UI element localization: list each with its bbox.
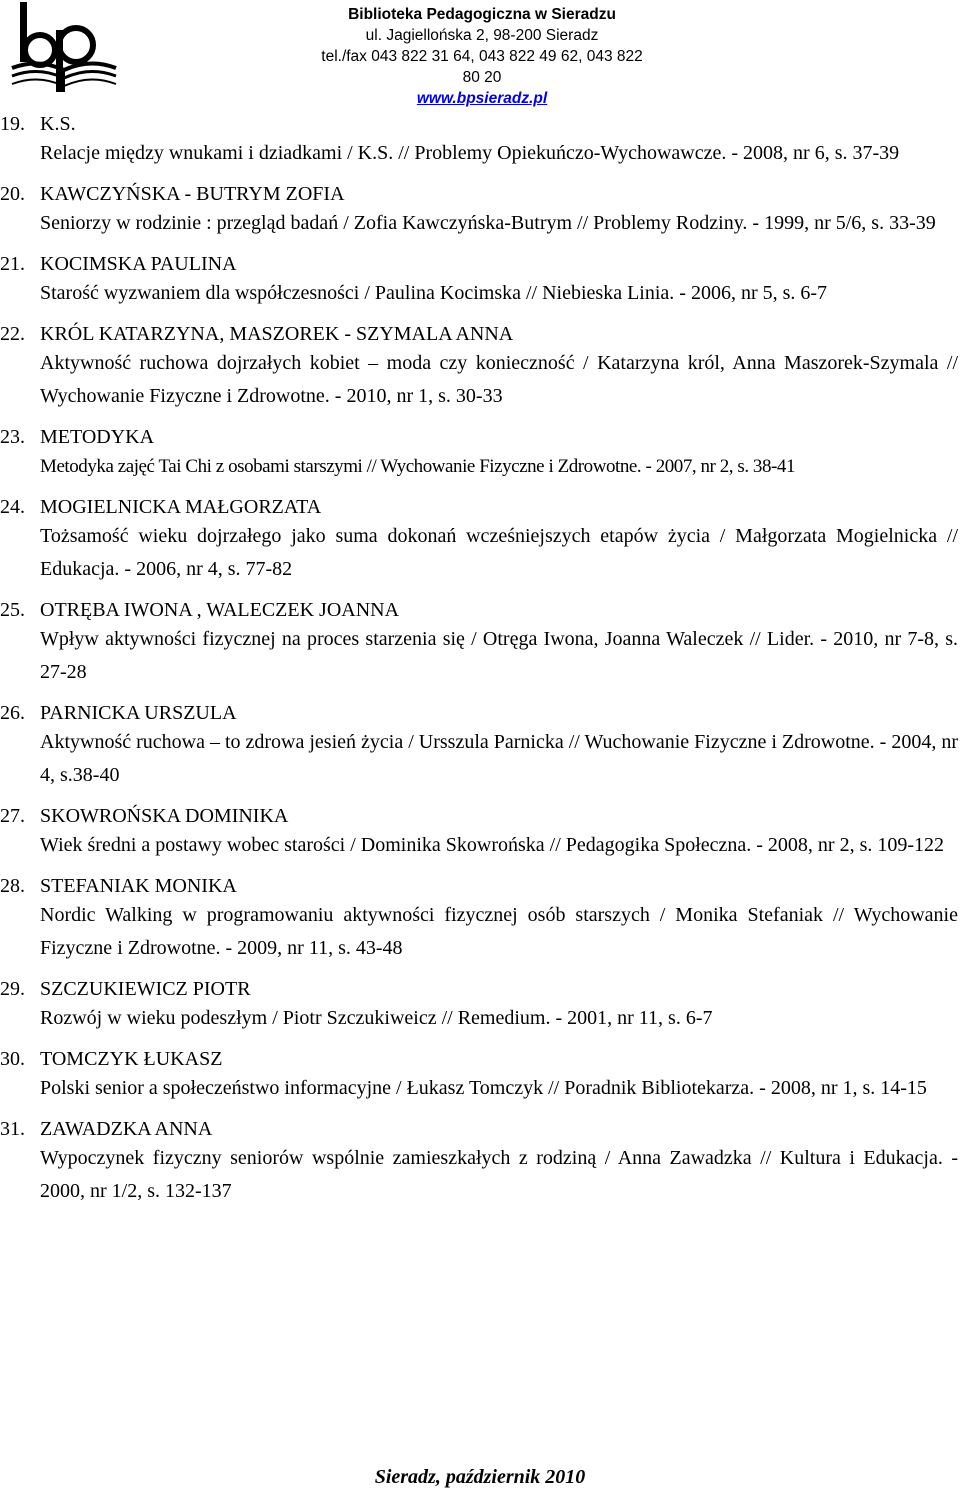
entry-author: OTRĘBA IWONA , WALECZEK JOANNA: [40, 599, 400, 621]
entry-description: Wiek średni a postawy wobec starości / Dominika Skowrońska // Pedagogika Społeczna. - 2008, nr 2, s. 109-122: [40, 834, 945, 856]
entry-description: Tożsamość wieku dojrzałego jako suma dokonań wcześniejszych etapów życia / Małgorzata Mogielnicka // Edukacja. - 2006, nr 4, s. 77-82: [40, 525, 958, 580]
library-contact: [312, 4, 652, 109]
entry-number: 22.: [0, 323, 25, 345]
entry-description: Starość wyzwaniem dla współczesności / Paulina Kocimska // Niebieska Linia. - 2006, nr 5, s. 6-7: [40, 282, 828, 304]
entry-number: 25.: [0, 599, 25, 621]
entry-author: KOCIMSKA PAULINA: [40, 253, 237, 275]
list-item: [0, 251, 960, 310]
list-item: [0, 321, 960, 413]
entry-number: 21.: [0, 253, 25, 275]
list-item: [0, 181, 960, 240]
entry-number: 27.: [0, 805, 25, 827]
entry-description: Relacje między wnukami i dziadkami / K.S. // Problemy Opiekuńczo-Wychowawcze. - 2008, nr 6, s. 37-39: [40, 142, 900, 164]
entry-author: KAWCZYŃSKA - BUTRYM ZOFIA: [40, 183, 345, 205]
entry-description: Metodyka zajęć Tai Chi z osobami starszymi // Wychowanie Fizyczne i Zdrowotne. - 2007, nr 2, s. 38-41: [40, 456, 795, 477]
entry-description: Aktywność ruchowa – to zdrowa jesień życia / Ursszula Parnicka // Wuchowanie Fizyczne i Zdrowotne. - 2004, nr 4, s.38-40: [40, 731, 958, 786]
entry-author: STEFANIAK MONIKA: [40, 875, 237, 897]
entry-description: Nordic Walking w programowaniu aktywności fizycznej osób starszych / Monika Stefaniak // Wychowanie Fizyczne i Zdrowotne. - 2009, nr 11, s. 43-48: [40, 904, 958, 959]
entry-description: Polski senior a społeczeństwo informacyjne / Łukasz Tomczyk // Poradnik Bibliotekarza. - 2008, nr 1, s. 14-15: [40, 1077, 927, 1099]
entry-number: 29.: [0, 978, 25, 1000]
list-item: [0, 597, 960, 689]
list-item: [0, 803, 960, 862]
bibliography-list: [0, 111, 960, 1219]
list-item: [0, 700, 960, 792]
entry-number: 20.: [0, 183, 25, 205]
entry-author: K.S.: [40, 113, 76, 135]
entry-author: SKOWROŃSKA DOMINIKA: [40, 805, 289, 827]
entry-number: 31.: [0, 1118, 25, 1140]
list-item: [0, 494, 960, 586]
entry-author: ZAWADZKA ANNA: [40, 1118, 213, 1140]
entry-author: PARNICKA URSZULA: [40, 702, 237, 724]
phone-numbers: tel./fax 043 822 31 64, 043 822 49 62, 043 822 80 20: [321, 48, 643, 86]
website-link[interactable]: www.bpsieradz.pl: [416, 90, 548, 107]
entry-author: TOMCZYK ŁUKASZ: [40, 1048, 223, 1070]
list-item: [0, 976, 960, 1035]
entry-description: Aktywność ruchowa dojrzałych kobiet – moda czy konieczność / Katarzyna król, Anna Maszorek-Szymala // Wychowanie Fizyczne i Zdrowotne. - 2010, nr 1, s. 30-33: [40, 352, 958, 407]
entry-number: 24.: [0, 496, 25, 518]
entry-author: SZCZUKIEWICZ PIOTR: [40, 978, 251, 1000]
list-item: [0, 1116, 960, 1208]
bp-logo-icon: [10, 0, 122, 98]
list-item: [0, 111, 960, 170]
address: ul. Jagiellońska 2, 98-200 Sieradz: [365, 27, 599, 44]
entry-description: Seniorzy w rodzinie : przegląd badań / Zofia Kawczyńska-Butrym // Problemy Rodziny. - 1999, nr 5/6, s. 33-39: [40, 212, 936, 234]
entry-author: MOGIELNICKA MAŁGORZATA: [40, 496, 322, 518]
entry-author: KRÓL KATARZYNA, MASZOREK - SZYMALA ANNA: [40, 323, 514, 345]
entry-number: 28.: [0, 875, 25, 897]
entry-number: 23.: [0, 426, 25, 448]
list-item: [0, 424, 960, 483]
page-footer: Sieradz, październik 2010: [374, 1466, 586, 1488]
institution-name: Biblioteka Pedagogiczna w Sieradzu: [348, 6, 616, 23]
entry-number: 30.: [0, 1048, 25, 1070]
entry-description: Wypoczynek fizyczny seniorów wspólnie zamieszkałych z rodziną / Anna Zawadzka // Kultura i Edukacja. - 2000, nr 1/2, s. 132-137: [40, 1147, 958, 1202]
entry-description: Rozwój w wieku podeszłym / Piotr Szczukiweicz // Remedium. - 2001, nr 11, s. 6-7: [40, 1007, 713, 1029]
entry-description: Wpływ aktywności fizycznej na proces starzenia się / Otręga Iwona, Joanna Waleczek // Lider. - 2010, nr 7-8, s. 27-28: [40, 628, 958, 683]
page-header: [0, 0, 960, 107]
entry-number: 19.: [0, 113, 25, 135]
list-item: [0, 873, 960, 965]
list-item: [0, 1046, 960, 1105]
entry-number: 26.: [0, 702, 25, 724]
entry-author: METODYKA: [40, 426, 155, 448]
